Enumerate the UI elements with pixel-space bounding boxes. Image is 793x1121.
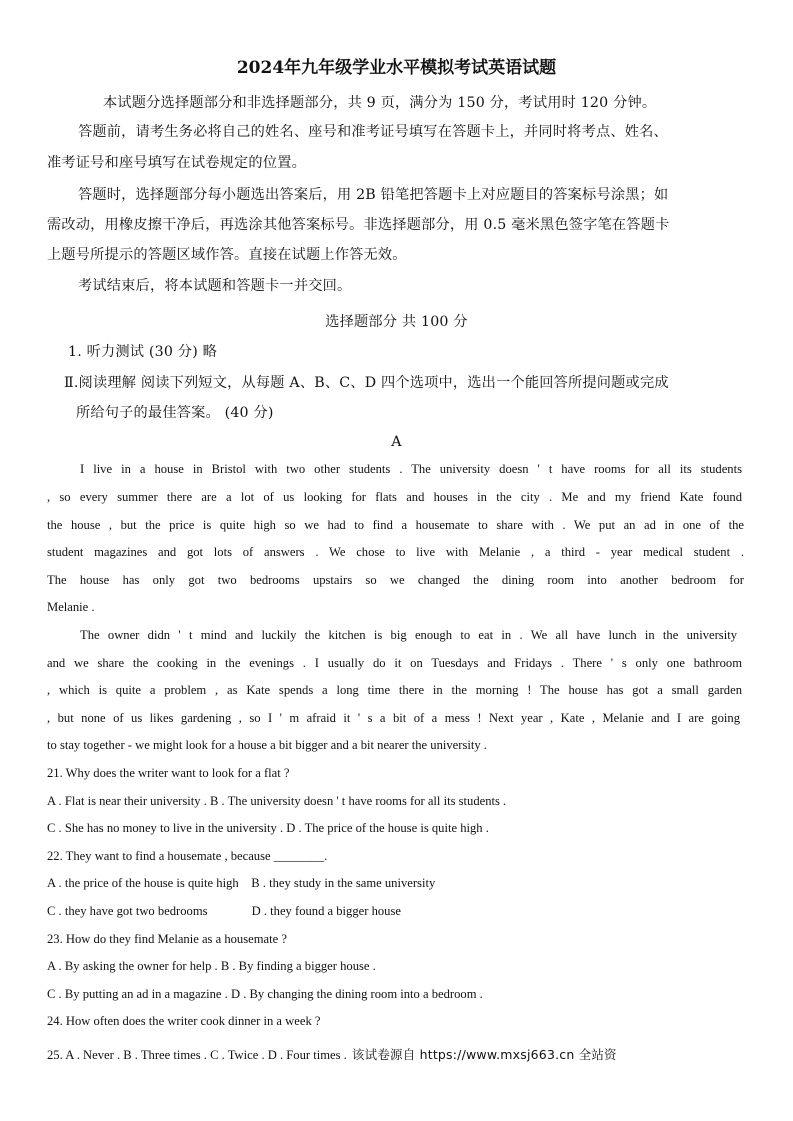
- question-25-options: 25. A . Never . B . Three times . C . Twice . D . Four times .: [47, 1048, 347, 1062]
- exam-title: 2024年九年级学业水平模拟考试英语试题: [236, 58, 557, 78]
- question-22-options-cd: C . they have got two bedrooms D . they found a bigger house: [47, 904, 401, 918]
- question-25-row: [47, 1044, 747, 1063]
- section-title: 选择题部分 共 100 分: [325, 314, 468, 330]
- part-2-heading-cont: 所给句子的最佳答案。 (40 分): [76, 405, 274, 421]
- passage-line: I live in a house in Bristol with two other students . The university doesn ' t have rooms for all its students: [80, 462, 742, 476]
- notice-line-2: 答题前，请考生务必将自己的姓名、座号和准考证号填写在答题卡上，并同时将考点、姓名、: [78, 124, 668, 140]
- question-23: 23. How do they find Melanie as a housemate ?: [47, 932, 287, 946]
- question-22-options-ab: A . the price of the house is quite high B . they study in the same university: [47, 876, 436, 890]
- question-21-options-cd: C . She has no money to live in the university . D . The price of the house is quite high .: [47, 821, 489, 835]
- passage-line: the house , but the price is quite high so we had to find a housemate to share with . We put an ad in one of the: [47, 518, 744, 532]
- passage-line: , but none of us likes gardening , so I ' m afraid it ' s a bit of a mess ! Next year , Kate , Melanie and I are going: [47, 711, 740, 725]
- passage-line: student magazines and got lots of answers . We chose to live with Melanie , a third - year medical student .: [47, 545, 744, 559]
- question-23-options-ab: A . By asking the owner for help . B . By finding a bigger house .: [47, 959, 376, 973]
- part-1-heading: 1. 听力测试 (30 分) 略: [68, 344, 218, 360]
- passage-label: A: [391, 434, 402, 450]
- footer-source-note: 该试卷源自 https://www.mxsj663.cn 全站资: [351, 1047, 617, 1062]
- passage-line: , so every summer there are a lot of us looking for flats and houses in the city . Me and my friend Kate found: [47, 490, 742, 504]
- passage-line: Melanie .: [47, 600, 95, 614]
- question-24: 24. How often does the writer cook dinner in a week ?: [47, 1014, 321, 1028]
- passage-line: to stay together - we might look for a house a bit bigger and a bit nearer the university .: [47, 738, 487, 752]
- notice-line-5: 需改动，用橡皮擦干净后，再选涂其他答案标号。非选择题部分，用 0.5 毫米黑色签字笔在答题卡: [47, 217, 670, 233]
- question-21: 21. Why does the writer want to look for a flat ?: [47, 766, 290, 780]
- passage-line: The house has only got two bedrooms upstairs so we changed the dining room into another bedroom for: [47, 573, 744, 587]
- question-21-options-ab: A . Flat is near their university . B . The university doesn ' t have rooms for all its students .: [47, 794, 507, 808]
- passage-line: The owner didn ' t mind and luckily the kitchen is big enough to eat in . We all have lunch in the university: [80, 628, 737, 642]
- notice-line-7: 考试结束后，将本试题和答题卡一并交回。: [78, 278, 352, 294]
- notice-line-1: 本试题分选择题部分和非选择题部分，共 9 页，满分为 150 分，考试用时 120 分钟。: [103, 95, 657, 111]
- notice-line-3: 准考证号和座号填写在试卷规定的位置。: [47, 155, 306, 171]
- part-2-heading: Ⅱ.阅读理解 阅读下列短文，从每题 A、B、C、D 四个选项中，选出一个能回答所提问题或完成: [64, 375, 669, 391]
- passage-line: and we share the cooking in the evenings . I usually do it on Tuesdays and Fridays . There ' s only one bathroom: [47, 656, 742, 670]
- passage-line: , which is quite a problem , as Kate spends a long time there in the morning ! The house has got a small garden: [47, 683, 742, 697]
- notice-line-4: 答题时，选择题部分每小题选出答案后，用 2B 铅笔把答题卡上对应题目的答案标号涂黑；如: [78, 187, 669, 203]
- question-23-options-cd: C . By putting an ad in a magazine . D . By changing the dining room into a bedroom .: [47, 987, 483, 1001]
- question-22: 22. They want to find a housemate , because ________.: [47, 849, 328, 863]
- notice-line-6: 上题号所提示的答题区域作答。直接在试题上作答无效。: [47, 247, 407, 263]
